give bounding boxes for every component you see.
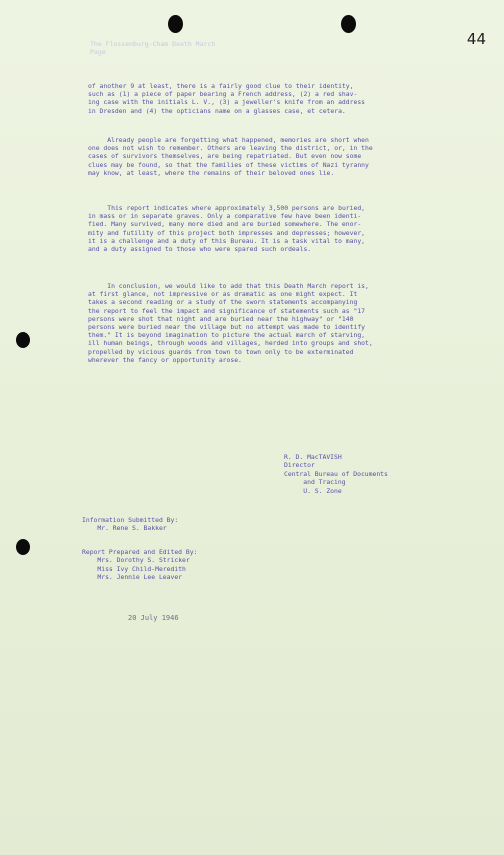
page-header: [90, 40, 215, 56]
submitted-by-block: Information Submitted By: Mr. Rene S. Bakker: [82, 516, 179, 533]
prepared-by-block: Report Prepared and Edited By: Mrs. Dorothy S. Stricker Miss Ivy Child-Meredith Mrs. Jennie Lee Leaver: [82, 548, 198, 582]
paragraph-2: Already people are forgetting what happened, memories are short when one does not wish to remember. Others are leaving the district, or, in the cases of survivors themselves, are being repatriated. But even now some clues may be found, so that the families of these victims of Nazi tyranny may know, at least, where the remains of their beloved ones lie.: [88, 136, 373, 177]
punch-hole-top-left: [168, 15, 183, 33]
header-title: The Flossenburg-Cham Death March: [90, 40, 216, 48]
punch-hole-side-lower: [16, 539, 30, 555]
document-date: 20 July 1946: [128, 614, 179, 622]
paragraph-3: This report indicates where approximately 3,500 persons are buried, in mass or in separate graves. Only a comparative few have been identi- fied. Many survived, many more died and are buried somewhere. The enor- mity and futility of this project both impresses and depresses; however, it is a challenge and a duty of this Bureau. It is a task vital to many, and a duty assigned to those who were spared such ordeals.: [88, 204, 366, 254]
page-number: 44: [466, 30, 486, 48]
director-signature-block: R. D. MacTAVISH Director Central Bureau of Documents and Tracing U. S. Zone: [284, 453, 388, 495]
punch-hole-top-right: [341, 15, 356, 33]
paragraph-1: of another 9 at least, there is a fairly good clue to their identity, such as (1) a piece of paper bearing a French address, (2) a red shav- ing case with the initials L. V., (3) a jeweller's knife from an address in Dresden and (4) the opticians name on a glasses case, et cetera.: [88, 82, 366, 115]
punch-hole-side-upper: [16, 332, 30, 348]
header-page: Page: [90, 48, 106, 56]
paragraph-4: In conclusion, we would like to add that this Death March report is, at first glance, not impressive or as dramatic as one might expect. It takes a second reading or a study of the sworn statements accompanying the report to feel the impact and significance of statements such as "17 persons were shot that night and are buried near the highway" or "140 persons were buried near the village but no attempt was made to identify them." It is beyond imagination to picture the actual march of starving, ill human beings, through woods and villages, herded into groups and shot, propelled by vicious guards from town to town only to be exterminated wherever the fancy or opportunity arose.: [88, 282, 373, 364]
